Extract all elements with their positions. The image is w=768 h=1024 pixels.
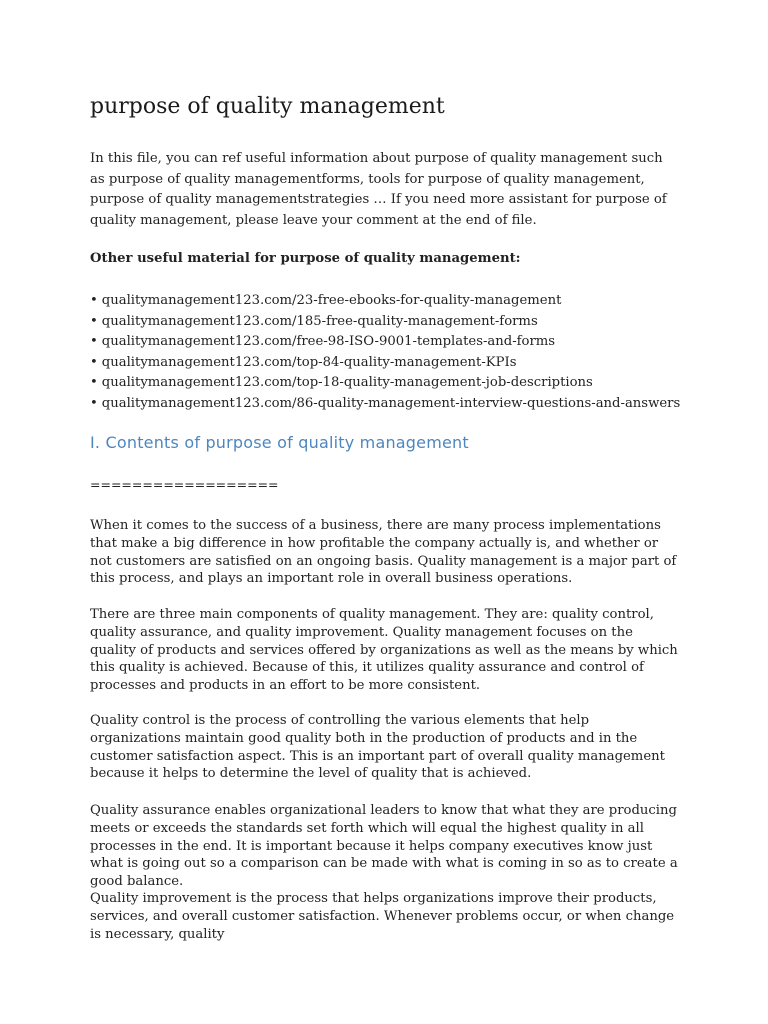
body-paragraph: Quality improvement is the process that helps organizations improve their products, services, and overall customer satisfaction. Whenever problems occur, or when change is necessary, quality	[90, 891, 675, 942]
resource-link-list	[90, 291, 680, 415]
list-item	[90, 332, 680, 353]
bullet-icon: •	[90, 375, 98, 391]
section-heading: I. Contents of purpose of quality management	[90, 433, 469, 452]
document-title: purpose of quality management	[90, 94, 445, 119]
intro-paragraph: In this file, you can ref useful information about purpose of quality management such as purpose of quality managementforms, tools for purpose of quality management, purpose of quality managementstrategies … If you need more assistant for purpose of quality management, please leave your comment at the end of file.	[90, 151, 667, 229]
list-item	[90, 312, 680, 333]
list-item	[90, 394, 680, 415]
list-item	[90, 373, 680, 394]
body-paragraph: There are three main components of quality management. They are: quality control, quality assurance, and quality improvement. Quality management focuses on the quality of products and services offered by organizations as well as the means by which this quality is achieved. Because of this, it utilizes quality assurance and control of processes and products in an effort to be more consistent.	[90, 607, 678, 694]
bullet-icon: •	[90, 293, 98, 308]
bullet-icon: •	[90, 354, 98, 370]
body-paragraph: When it comes to the success of a business, there are many process implementations that make a big difference in how profitable the company actually is, and whether or not customers are satisfied on an ongoing basis. Quality management is a major part of this process, and plays an important role in overall business operations.	[90, 518, 677, 587]
resource-link[interactable]: qualitymanagement123.com/23-free-ebooks-for-quality-management	[101, 293, 562, 308]
resource-link[interactable]: qualitymanagement123.com/86-quality-management-interview-questions-and-answers	[101, 395, 681, 411]
resource-link[interactable]: qualitymanagement123.com/free-98-ISO-9001-templates-and-forms	[101, 334, 556, 350]
list-item	[90, 291, 680, 312]
resource-link[interactable]: qualitymanagement123.com/top-84-quality-management-KPIs	[101, 354, 517, 370]
divider-line: ==================	[90, 477, 279, 492]
resource-link[interactable]: qualitymanagement123.com/top-18-quality-management-job-descriptions	[101, 375, 593, 391]
bullet-icon: •	[90, 334, 98, 350]
body-paragraph: Quality control is the process of controlling the various elements that help organizations maintain good quality both in the production of products and in the customer satisfaction aspect. This is an important part of overall quality management because it helps to determine the level of quality that is achieved.	[90, 713, 665, 782]
resource-link[interactable]: qualitymanagement123.com/185-free-quality-management-forms	[101, 313, 538, 329]
body-paragraph: Quality assurance enables organizational leaders to know that what they are producing meets or exceeds the standards set forth which will equal the highest quality in all processes in the end. It is important because it helps company executives know just what is going out so a comparison can be made with what is coming in so as to create a good balance.	[90, 803, 678, 890]
material-heading: Other useful material for purpose of quality management:	[90, 251, 521, 266]
list-item	[90, 353, 680, 374]
bullet-icon: •	[90, 395, 98, 411]
bullet-icon: •	[90, 313, 98, 329]
